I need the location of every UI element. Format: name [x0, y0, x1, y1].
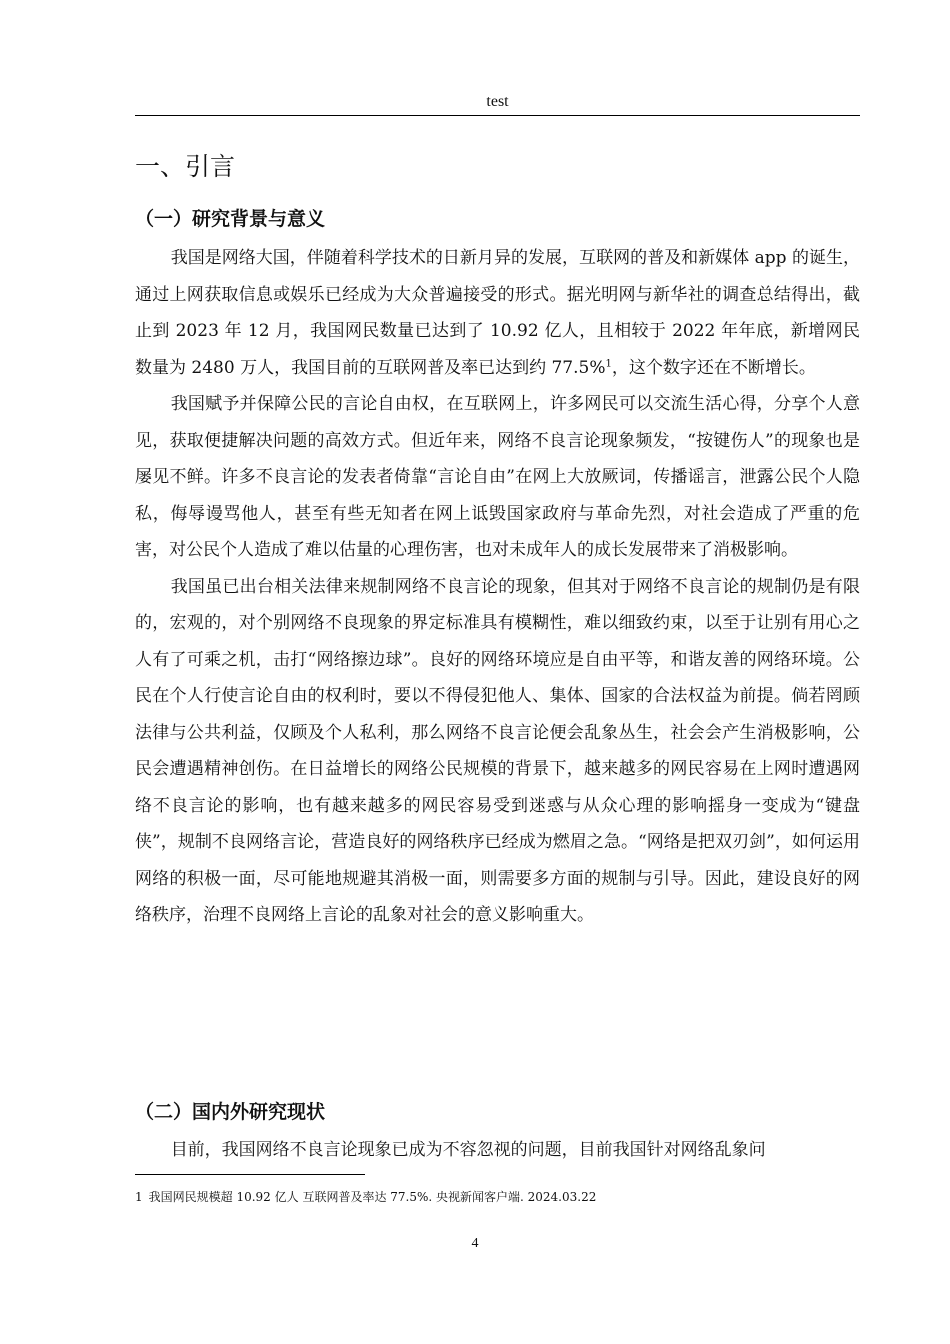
header-rule	[135, 115, 860, 116]
section-title-introduction: 一、引言	[135, 152, 236, 181]
footnote-text: 我国网民规模超 10.92 亿人 互联网普及率达 77.5%. 央视新闻客户端. 2024.03.22	[148, 1190, 597, 1204]
page-header: test	[486, 93, 509, 110]
paragraph-1-tail: ，这个数字还在不断增长。	[611, 357, 816, 378]
paragraph-2: 我国赋予并保障公民的言论自由权，在互联网上，许多网民可以交流生活心得，分享个人意见，获取便捷解决问题的高效方式。但近年来，网络不良言论现象频发，“按键伤人”的现象也是屡见不鲜。许多不良言论的发表者倚靠“言论自由”在网上大放厥词，传播谣言，泄露公民个人隐私，侮辱谩骂他人，甚至有些无知者在网上诋毁国家政府与革命先烈，对社会造成了严重的危害，对公民个人造成了难以估量的心理伤害，也对未成年人的成长发展带来了消极影响。	[135, 394, 860, 560]
subsection-body-background	[135, 240, 860, 934]
footnote-number: 1	[135, 1190, 143, 1204]
footnote	[135, 1188, 860, 1206]
paragraph-1	[135, 240, 860, 386]
paragraph-1-text: 我国是网络大国，伴随着科学技术的日新月异的发展，互联网的普及和新媒体 app 的诞生，通过上网获取信息或娱乐已经成为大众普遍接受的形式。据光明网与新华社的调查总结得出，截止到 2023 年 12 月，我国网民数量已达到了 10.92 亿人，且相较于 2022 年年底，新增网民数量为 2480 万人，我国目前的互联网普及率已达到约 77.5%	[135, 248, 860, 378]
subsection-body-research-status	[135, 1132, 860, 1169]
paragraph-3: 我国虽已出台相关法律来规制网络不良言论的现象，但其对于网络不良言论的规制仍是有限的，宏观的，对个别网络不良现象的界定标准具有模糊性，难以细致约束，以至于让别有用心之人有了可乘之机，击打“网络擦边球”。良好的网络环境应是自由平等，和谐友善的网络环境。公民在个人行使言论自由的权利时，要以不得侵犯他人、集体、国家的合法权益为前提。倘若罔顾法律与公共利益，仅顾及个人私利，那么网络不良言论便会乱象丛生，社会会产生消极影响，公民会遭遇精神创伤。在日益增长的网络公民规模的背景下，越来越多的网民容易在上网时遭遇网络不良言论的影响，也有越来越多的网民容易受到迷惑与从众心理的影响摇身一变成为“键盘侠”，规制不良网络言论，营造良好的网络秩序已经成为燃眉之急。“网络是把双刃剑”，如何运用网络的积极一面，尽可能地规避其消极一面，则需要多方面的规制与引导。因此，建设良好的网络秩序，治理不良网络上言论的乱象对社会的意义影响重大。	[135, 576, 860, 925]
page-number: 4	[471, 1236, 479, 1251]
footnote-reference[interactable]: 1	[605, 357, 612, 369]
subsection-title-research-status: （二）国内外研究现状	[135, 1101, 326, 1123]
paragraph-4: 目前，我国网络不良言论现象已成为不容忽视的问题，目前我国针对网络乱象问	[170, 1140, 766, 1160]
subsection-title-background: （一）研究背景与意义	[135, 208, 326, 230]
footnote-separator	[135, 1174, 365, 1175]
